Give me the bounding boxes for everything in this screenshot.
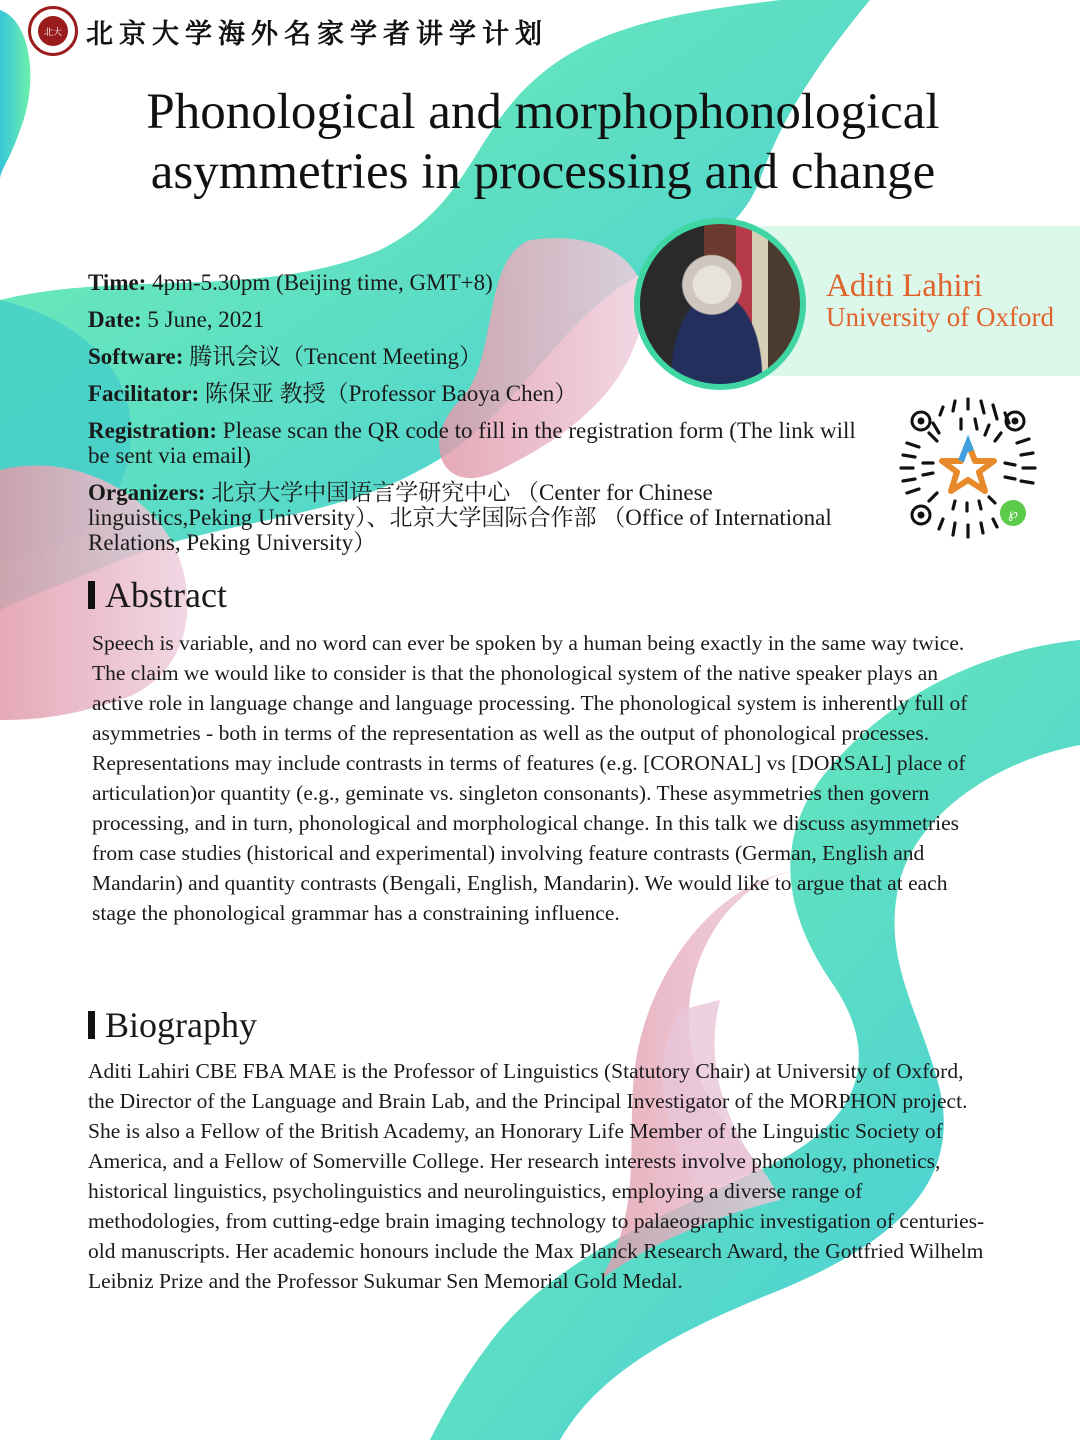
speaker-affiliation: University of Oxford <box>826 302 1054 332</box>
detail-software <box>88 344 878 369</box>
detail-value: 陈保亚 教授（Professor Baoya Chen） <box>199 381 578 406</box>
seal-center: 北大 <box>38 16 68 46</box>
detail-label: Time: <box>88 270 147 295</box>
detail-value: 5 June, 2021 <box>141 307 265 332</box>
detail-value: 腾讯会议（Tencent Meeting） <box>183 344 482 369</box>
detail-registration <box>88 418 878 468</box>
detail-date <box>88 307 878 332</box>
lecture-title-line-1: Phonological and morphophonological <box>146 84 940 140</box>
program-title: 北京大学海外名家学者讲学计划 <box>86 18 548 50</box>
detail-label: Facilitator: <box>88 381 200 406</box>
abstract-text: Speech is variable, and no word can ever be spoken by a human being exactly in the same way twice. The claim we would like to consider is that the phonological system of the native speaker plays an active role in language change and language processing. The phonological system is inherently full of asymmetries - both in terms of the representation as well as the output of phonological processes. Representations may include contrasts in terms of features (e.g. [CORONAL] vs [DORSAL] place of articulation)or quantity (e.g., geminate vs. singleton consonants). These asymmetries then govern processing, and in turn, phonological and morphological change. In this talk we discuss asymmetries from case studies (historical and experimental) involving feature contrasts (German, English and Mandarin) and quantity contrasts (Bengali, English, Mandarin). We would like to argue that at each stage the phonological grammar has a constraining influence. <box>92 631 968 925</box>
heading-bar <box>88 1011 95 1039</box>
event-details <box>88 270 878 555</box>
heading-bar <box>88 581 95 609</box>
lecture-title-line-2: asymmetries in processing and change <box>150 144 936 200</box>
biography-heading-text: Biography <box>105 1005 257 1045</box>
detail-label: Software: <box>88 344 184 369</box>
detail-label: Date: <box>88 307 142 332</box>
biography-text: Aditi Lahiri CBE FBA MAE is the Professor of Linguistics (Statutory Chair) at University of Oxford, the Director of the Language and Brain Lab, and the Principal Investigator of the MORPHON project. She is also a Fellow of the British Academy, an Honorary Life Member of the Linguistic Society of America, and a Fellow of Somerville College. Her research interests involve phonology, phonetics, historical linguistics, psycholinguistics and neurolinguistics, employing a diverse range of methodologies, from cutting-edge brain imaging technology to palaeographic investigation of centuries-old manuscripts. Her academic honours include the Max Planck Research Award, the Gottfried Wilhelm Leibniz Prize and the Professor Sukumar Sen Memorial Gold Medal. <box>88 1059 985 1293</box>
speaker-name: Aditi Lahiri <box>826 268 983 304</box>
detail-value: Please scan the QR code to fill in the registration form (The link will be sent via email) <box>88 418 856 468</box>
registration-qr-code[interactable] <box>893 393 1043 543</box>
program-header <box>28 6 548 56</box>
detail-value: 北京大学中国语言学研究中心 （Center for Chinese linguistics,Peking University）、北京大学国际合作部 （Office of International Relations, Peking University） <box>88 480 832 555</box>
lecture-title <box>0 82 1080 202</box>
detail-facilitator <box>88 381 878 406</box>
detail-organizers <box>88 480 878 555</box>
detail-time <box>88 270 878 295</box>
abstract-heading-text: Abstract <box>105 575 227 615</box>
peking-university-seal-logo <box>28 6 78 56</box>
detail-label: Registration: <box>88 418 218 443</box>
biography-heading <box>88 1004 257 1046</box>
detail-value: 4pm-5.30pm (Beijing time, GMT+8) <box>146 270 493 295</box>
abstract-heading <box>88 574 227 616</box>
detail-label: Organizers: <box>88 480 206 505</box>
svg-text:℘: ℘ <box>1008 506 1018 522</box>
